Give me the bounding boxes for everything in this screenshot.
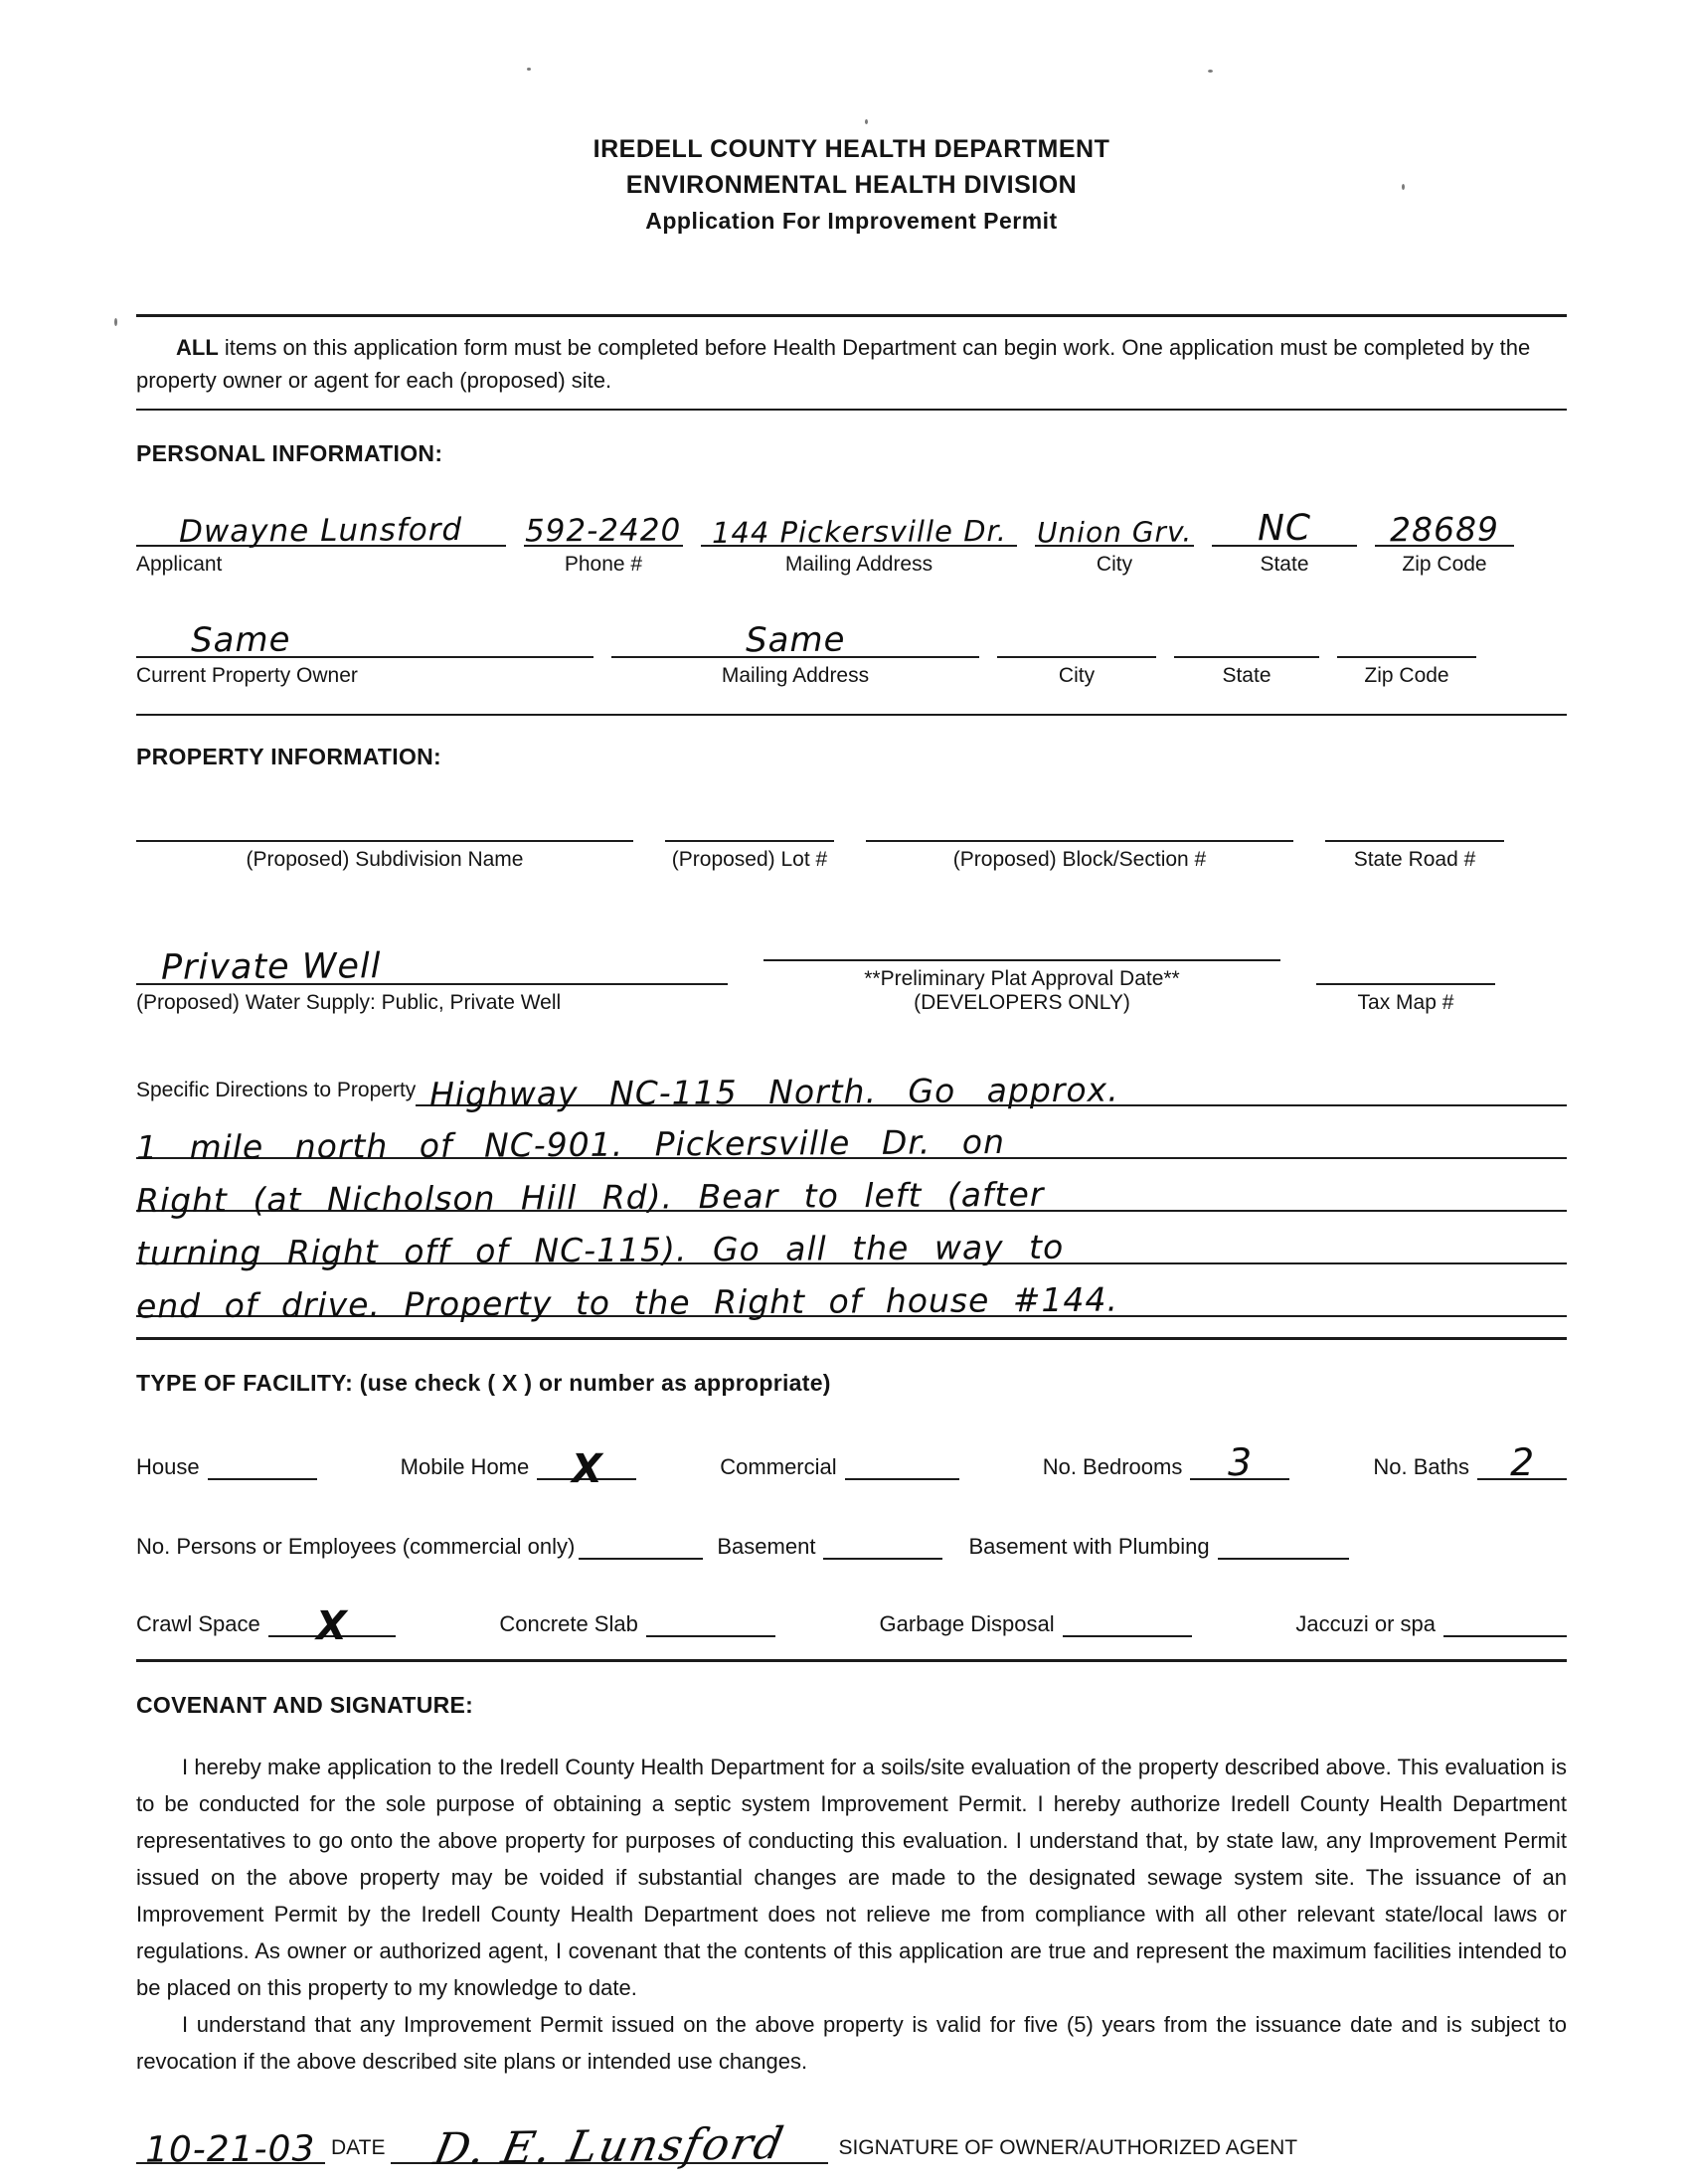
scan-artifact [865, 119, 868, 124]
basement-plumbing-underline [1218, 1528, 1349, 1560]
divider [136, 314, 1567, 317]
facility-row-2 [136, 1528, 1567, 1560]
lot-underline [665, 810, 834, 842]
owner-zip-underline [1337, 612, 1476, 658]
tax-map-field [1316, 939, 1495, 1015]
crawl-space-underline [268, 1602, 396, 1650]
state-value: NC [1257, 507, 1312, 550]
garbage-disposal-label: Garbage Disposal [879, 1611, 1055, 1636]
zip-value: 28689 [1389, 509, 1500, 550]
commercial-underline [845, 1448, 959, 1480]
directions-row-3 [135, 1159, 1567, 1221]
tax-map-underline [1316, 939, 1495, 985]
directions-row-5 [135, 1264, 1567, 1326]
directions-value-1: Highway NC-115 North. Go approx. [429, 1070, 1120, 1114]
commercial-field [720, 1448, 958, 1480]
signature-label: SIGNATURE OF OWNER/AUTHORIZED AGENT [838, 2136, 1298, 2159]
baths-underline [1477, 1439, 1567, 1485]
directions-row-2 [135, 1106, 1567, 1168]
mobile-home-value: X [571, 1445, 602, 1493]
crawl-space-value: X [316, 1602, 348, 1650]
directions-value-4: turning Right off of NC-115). Go all the way to [135, 1227, 1065, 1273]
divider [136, 714, 1567, 716]
signature-underline [391, 2117, 828, 2176]
directions-value-5: end of drive. Property to the Right of house #144. [135, 1279, 1119, 1326]
personal-information-heading: PERSONAL INFORMATION: [136, 440, 443, 466]
crawl-space-label: Crawl Space [136, 1611, 260, 1636]
covenant-paragraph-2-text: I understand that any Improvement Permit issued on the above property is valid for five (5) years from the issuance date and is subject to revocation if the above described site plans or intended use changes. [136, 2012, 1567, 2074]
state-road-label: State Road # [1353, 848, 1476, 871]
facility-row-1 [136, 1439, 1567, 1493]
covenant-paragraph-1 [136, 1749, 1567, 2006]
intro-text: items on this application form must be completed before Health Department can begin work. One application must be completed by the property owner or agent for each (proposed) site. [136, 335, 1531, 393]
jaccuzi-underline [1443, 1605, 1567, 1637]
owner-city-label: City [1058, 664, 1096, 687]
state-underline [1212, 501, 1357, 550]
concrete-slab-underline [646, 1605, 775, 1637]
state-field [1212, 501, 1357, 577]
divider [136, 409, 1567, 411]
bedrooms-value: 3 [1228, 1439, 1253, 1485]
owner-value: Same [190, 619, 291, 661]
lot-label: (Proposed) Lot # [671, 848, 828, 871]
directions-row-1 [136, 1053, 1567, 1114]
block-section-label: (Proposed) Block/Section # [952, 848, 1207, 871]
divider [136, 1337, 1567, 1340]
date-label: DATE [331, 2136, 386, 2159]
form-title-division: ENVIRONMENTAL HEALTH DIVISION [625, 171, 1078, 199]
persons-field [136, 1528, 703, 1560]
plat-approval-sublabel: (DEVELOPERS ONLY) [914, 991, 1130, 1014]
covenant-heading: COVENANT AND SIGNATURE: [136, 1692, 474, 1718]
concrete-slab-label: Concrete Slab [499, 1611, 638, 1636]
owner-city-field [997, 612, 1156, 688]
intro-paragraph [136, 331, 1567, 397]
concrete-slab-field [499, 1605, 774, 1637]
city-value: Union Grv. [1036, 515, 1193, 550]
owner-mailing-field [611, 612, 979, 688]
water-supply-field [136, 939, 728, 1015]
garbage-disposal-field [880, 1605, 1192, 1637]
scan-artifact [527, 68, 531, 71]
city-underline [1035, 501, 1194, 550]
phone-label: Phone # [564, 553, 643, 576]
plat-approval-label: **Preliminary Plat Approval Date** [864, 967, 1180, 990]
city-field [1035, 501, 1194, 577]
persons-underline [579, 1528, 703, 1560]
applicant-row [136, 501, 1567, 577]
mailing-address-underline [701, 501, 1017, 551]
owner-mailing-value: Same [745, 619, 846, 661]
bedrooms-label: No. Bedrooms [1042, 1454, 1183, 1479]
owner-state-label: State [1222, 664, 1271, 687]
baths-label: No. Baths [1373, 1454, 1469, 1479]
owner-label: Current Property Owner [136, 664, 358, 687]
basement-label: Basement [717, 1534, 816, 1559]
house-underline [208, 1448, 317, 1480]
state-label: State [1260, 553, 1309, 576]
crawl-space-field [136, 1602, 396, 1650]
type-of-facility-heading: TYPE OF FACILITY: (use check ( X ) or number as appropriate) [136, 1370, 831, 1396]
scan-artifact [114, 318, 117, 326]
phone-value: 592-2420 [525, 512, 682, 550]
directions-label: Specific Directions to Property [136, 1079, 417, 1101]
water-supply-underline [136, 939, 728, 988]
scan-artifact [1208, 70, 1213, 73]
subdivision-underline [136, 810, 633, 842]
plat-approval-field [763, 916, 1280, 1015]
applicant-label: Applicant [136, 553, 223, 576]
persons-label: No. Persons or Employees (commercial only) [136, 1534, 576, 1559]
mailing-address-label: Mailing Address [784, 553, 933, 576]
mobile-home-label: Mobile Home [400, 1454, 530, 1479]
covenant-paragraph-1-text: I hereby make application to the Iredell County Health Department for a soils/site evaluation of the property described above. This evaluation is to be conducted for the sole purpose of obtaining a septic system Improvement Permit. I hereby authorize Iredell County Health Department representatives to go onto the above property for purposes of conducting this evaluation. I understand that, by state law, any Improvement Permit issued on the above property may be voided if substantial changes are made to the designated sewage system site. The issuance of an Improvement Permit by the Iredell County Health Department does not relieve me from compliance with all other relevant state/local laws or regulations. As owner or authorized agent, I covenant that the contents of this application are true and represent the maximum facilities intended to be placed on this property to my knowledge to date. [136, 1755, 1567, 2000]
covenant-paragraph-2 [136, 2006, 1567, 2080]
owner-row [136, 612, 1567, 688]
subdivision-field [136, 810, 633, 872]
house-field [136, 1448, 317, 1480]
property-information-heading: PROPERTY INFORMATION: [136, 744, 442, 769]
bedrooms-underline [1190, 1439, 1289, 1485]
mailing-address-value: 144 Pickersville Dr. [711, 513, 1007, 551]
applicant-field [136, 501, 506, 577]
phone-field [524, 501, 683, 577]
water-supply-row [136, 916, 1567, 1015]
tax-map-label: Tax Map # [1357, 991, 1454, 1014]
lot-field [665, 810, 834, 872]
mobile-home-field [400, 1445, 637, 1493]
date-underline [136, 2128, 325, 2171]
directions-value-3: Right (at Nicholson Hill Rd). Bear to left (after [135, 1174, 1045, 1221]
state-road-field [1325, 810, 1504, 872]
basement-underline [823, 1528, 942, 1560]
directions-value-2: 1 mile north of NC-901. Pickersville Dr. on [135, 1121, 1006, 1168]
mobile-home-underline [537, 1445, 636, 1493]
divider [136, 1659, 1567, 1662]
block-section-field [866, 810, 1293, 872]
date-value: 10-21-03 [145, 2128, 316, 2171]
form-title-department: IREDELL COUNTY HEALTH DEPARTMENT [593, 135, 1110, 163]
city-label: City [1096, 553, 1133, 576]
applicant-underline [136, 501, 506, 550]
state-road-underline [1325, 810, 1504, 842]
applicant-value: Dwayne Lunsford [179, 512, 463, 550]
mailing-address-field [701, 501, 1017, 577]
garbage-disposal-underline [1063, 1605, 1192, 1637]
jaccuzi-label: Jaccuzi or spa [1295, 1611, 1436, 1636]
basement-field [717, 1528, 942, 1560]
jaccuzi-field [1295, 1605, 1567, 1637]
plat-approval-underline [763, 916, 1280, 961]
zip-underline [1375, 501, 1514, 550]
signature-value: D. E. Lunsford [429, 2117, 790, 2176]
owner-underline [136, 612, 593, 661]
water-supply-value: Private Well [160, 946, 382, 988]
owner-zip-field [1337, 612, 1476, 688]
zip-field [1375, 501, 1514, 577]
directions-row-4 [135, 1212, 1567, 1273]
basement-plumbing-label: Basement with Plumbing [968, 1534, 1210, 1559]
phone-underline [524, 501, 683, 550]
subdivision-label: (Proposed) Subdivision Name [246, 848, 524, 871]
basement-plumbing-field [968, 1528, 1348, 1560]
owner-mailing-label: Mailing Address [721, 664, 870, 687]
subdivision-row [136, 810, 1567, 872]
scan-artifact [1402, 184, 1405, 190]
water-supply-label: (Proposed) Water Supply: Public, Private Well [136, 991, 562, 1014]
owner-zip-label: Zip Code [1364, 664, 1449, 687]
directions-underline-1 [416, 1053, 1567, 1114]
facility-row-3 [136, 1602, 1567, 1650]
signature-row [136, 2117, 1567, 2176]
commercial-label: Commercial [720, 1454, 837, 1479]
intro-bold-word: ALL [176, 335, 219, 360]
owner-mailing-underline [611, 612, 979, 661]
form-title-application: Application For Improvement Permit [645, 208, 1058, 234]
owner-field [136, 612, 593, 688]
bedrooms-field [1042, 1439, 1290, 1485]
zip-label: Zip Code [1402, 553, 1487, 576]
baths-value: 2 [1509, 1439, 1535, 1485]
block-section-underline [866, 810, 1293, 842]
owner-state-field [1174, 612, 1319, 688]
baths-field [1373, 1439, 1567, 1485]
owner-city-underline [997, 612, 1156, 658]
owner-state-underline [1174, 612, 1319, 658]
house-label: House [136, 1454, 200, 1479]
